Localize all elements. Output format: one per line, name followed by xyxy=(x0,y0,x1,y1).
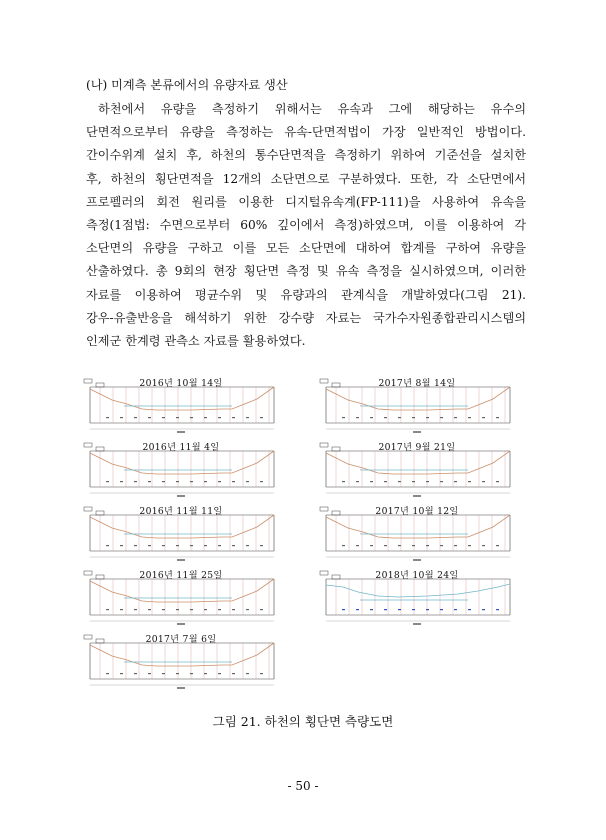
station-mark xyxy=(134,417,137,418)
station-mark xyxy=(232,481,235,482)
station-mark xyxy=(260,609,263,610)
station-mark xyxy=(496,417,499,418)
body-paragraph xyxy=(86,98,526,353)
station-mark xyxy=(468,545,471,546)
station-mark xyxy=(356,481,359,482)
figure-caption: 그림 21. 하천의 횡단면 측량도면 xyxy=(212,714,394,729)
station-mark xyxy=(440,417,443,418)
station-mark xyxy=(176,481,179,482)
station-mark xyxy=(134,609,137,610)
station-mark xyxy=(176,609,179,610)
station-mark xyxy=(440,545,443,546)
cross-section-panel xyxy=(82,565,280,629)
cross-section-panel xyxy=(82,373,280,437)
scale-label-mark xyxy=(413,559,421,561)
station-mark xyxy=(232,673,235,674)
station-mark xyxy=(218,609,221,610)
scale-label-mark xyxy=(177,431,185,433)
cross-section-panel xyxy=(318,565,516,629)
station-mark xyxy=(162,417,165,418)
station-mark xyxy=(204,609,207,610)
station-mark xyxy=(176,545,179,546)
paragraph-line: 자료를 이용하여 평균수위 및 유량과의 관계식을 개발하였다(그림 21). xyxy=(86,287,526,302)
station-mark xyxy=(342,417,345,418)
station-mark xyxy=(260,673,263,674)
survey-date: 2016년 11월 11일 xyxy=(139,506,223,517)
station-mark xyxy=(370,609,373,610)
paragraph-line: 후, 하천의 횡단면적을 12개의 소단면으로 구분하였다. 또한, 각 소단면에서 xyxy=(86,171,526,186)
survey-date: 2017년 8월 14일 xyxy=(378,378,456,389)
station-mark xyxy=(176,417,179,418)
station-mark xyxy=(412,417,415,418)
station-mark xyxy=(134,481,137,482)
paragraph-line: 단면적으로부터 유량을 측정하는 유속-단면적법이 가장 일반적인 방법이다. xyxy=(86,125,526,140)
station-mark xyxy=(162,673,165,674)
station-mark xyxy=(190,545,193,546)
station-mark xyxy=(106,417,109,418)
cross-section-panel xyxy=(318,501,516,565)
station-mark xyxy=(454,545,457,546)
station-mark xyxy=(454,417,457,418)
station-mark xyxy=(412,545,415,546)
station-mark xyxy=(204,481,207,482)
station-mark xyxy=(260,481,263,482)
station-mark xyxy=(190,609,193,610)
station-mark xyxy=(426,609,429,610)
station-mark xyxy=(246,545,249,546)
station-mark xyxy=(440,481,443,482)
station-mark xyxy=(106,609,109,610)
survey-date: 2016년 11월 25일 xyxy=(139,570,223,581)
riverbed-profile xyxy=(90,643,274,666)
station-mark xyxy=(190,673,193,674)
station-mark xyxy=(482,609,485,610)
station-mark xyxy=(120,673,123,674)
station-mark xyxy=(440,609,443,610)
station-mark xyxy=(218,417,221,418)
survey-date: 2016년 11월 4일 xyxy=(142,442,220,453)
cross-section-panel xyxy=(82,501,280,565)
station-mark xyxy=(384,481,387,482)
station-mark xyxy=(454,481,457,482)
section-heading: (나) 미계측 본류에서의 유량자료 생산 xyxy=(86,78,288,92)
station-mark xyxy=(232,545,235,546)
station-mark xyxy=(370,417,373,418)
cross-section-figure xyxy=(82,373,528,695)
station-mark xyxy=(190,481,193,482)
survey-date: 2017년 10월 12일 xyxy=(375,506,459,517)
station-mark xyxy=(426,545,429,546)
station-mark xyxy=(246,481,249,482)
paragraph-line: 하천에서 유량을 측정하기 위해서는 유속과 그에 해당하는 유수의 xyxy=(98,102,526,116)
paragraph-line: 산출하였다. 총 9회의 현장 횡단면 측정 및 유속 측정을 실시하였으며, 이러한 xyxy=(86,264,526,279)
survey-date: 2016년 10월 14일 xyxy=(139,378,223,389)
survey-date: 2017년 9월 21일 xyxy=(378,442,456,453)
station-mark xyxy=(468,609,471,610)
station-mark xyxy=(454,609,457,610)
station-mark xyxy=(342,545,345,546)
station-mark xyxy=(482,417,485,418)
riverbed-profile xyxy=(326,387,510,410)
station-mark xyxy=(412,609,415,610)
station-mark xyxy=(398,481,401,482)
station-mark xyxy=(246,673,249,674)
riverbed-profile xyxy=(326,515,510,538)
station-mark xyxy=(120,417,123,418)
station-mark xyxy=(384,545,387,546)
station-mark xyxy=(218,545,221,546)
station-mark xyxy=(482,545,485,546)
station-mark xyxy=(120,481,123,482)
station-mark xyxy=(120,609,123,610)
station-mark xyxy=(106,545,109,546)
station-mark xyxy=(190,417,193,418)
paragraph-line: 측정(1점법: 수면으로부터 60% 깊이에서 측정)하였으며, 이를 이용하여 각 xyxy=(86,218,526,233)
station-mark xyxy=(398,609,401,610)
station-mark xyxy=(468,417,471,418)
scale-label-mark xyxy=(177,623,185,625)
station-mark xyxy=(106,673,109,674)
station-mark xyxy=(356,609,359,610)
station-mark xyxy=(120,545,123,546)
paragraph-line: 인제군 한계령 관측소 자료를 활용하였다. xyxy=(86,334,306,349)
survey-date: 2018년 10월 24일 xyxy=(375,570,459,581)
scale-label-mark xyxy=(413,431,421,433)
station-mark xyxy=(148,673,151,674)
station-mark xyxy=(218,673,221,674)
station-mark xyxy=(218,481,221,482)
station-mark xyxy=(342,481,345,482)
station-mark xyxy=(148,417,151,418)
page-number: - 50 - xyxy=(287,779,319,793)
riverbed-profile xyxy=(90,387,274,410)
station-mark xyxy=(148,481,151,482)
station-mark xyxy=(370,481,373,482)
station-mark xyxy=(398,545,401,546)
station-mark xyxy=(342,609,345,610)
station-mark xyxy=(148,545,151,546)
riverbed-profile xyxy=(90,515,274,538)
riverbed-profile xyxy=(326,584,510,597)
station-mark xyxy=(370,545,373,546)
station-mark xyxy=(148,609,151,610)
station-mark xyxy=(496,545,499,546)
paragraph-line: 소단면의 유량을 구하고 이를 모든 소단면에 대하여 합계를 구하여 유량을 xyxy=(86,241,526,256)
station-mark xyxy=(356,545,359,546)
cross-section-panel xyxy=(318,373,516,437)
scale-label-mark xyxy=(177,559,185,561)
scale-label-mark xyxy=(413,495,421,497)
paragraph-line: 강우-유출반응을 해석하기 위한 강수량 자료는 국가수자원종합관리시스템의 xyxy=(86,310,526,325)
station-mark xyxy=(162,545,165,546)
station-mark xyxy=(162,609,165,610)
station-mark xyxy=(384,609,387,610)
station-mark xyxy=(106,481,109,482)
station-mark xyxy=(176,673,179,674)
station-mark xyxy=(246,609,249,610)
station-mark xyxy=(232,609,235,610)
station-mark xyxy=(232,417,235,418)
paragraph-line: 간이수위계 설치 후, 하천의 통수단면적을 측정하기 위하여 기준선을 설치한 xyxy=(86,148,526,163)
station-mark xyxy=(204,673,207,674)
station-mark xyxy=(398,417,401,418)
scale-label-mark xyxy=(177,687,185,689)
paragraph-line: 프로펠러의 회전 원리를 이용한 디지털유속계(FP-111)을 사용하여 유속을 xyxy=(86,194,526,209)
station-mark xyxy=(204,545,207,546)
station-mark xyxy=(134,545,137,546)
station-mark xyxy=(384,417,387,418)
station-mark xyxy=(412,481,415,482)
scale-label-mark xyxy=(177,495,185,497)
station-mark xyxy=(162,481,165,482)
station-mark xyxy=(426,481,429,482)
cross-section-panel xyxy=(82,437,280,501)
cross-section-panel xyxy=(318,437,516,501)
cross-section-panel xyxy=(82,629,280,693)
riverbed-profile xyxy=(90,579,274,602)
station-mark xyxy=(260,417,263,418)
station-mark xyxy=(468,481,471,482)
station-mark xyxy=(356,417,359,418)
station-mark xyxy=(496,609,499,610)
station-mark xyxy=(426,417,429,418)
station-mark xyxy=(134,673,137,674)
station-mark xyxy=(246,417,249,418)
riverbed-profile xyxy=(326,451,510,474)
station-mark xyxy=(496,481,499,482)
station-mark xyxy=(482,481,485,482)
station-mark xyxy=(260,545,263,546)
station-mark xyxy=(204,417,207,418)
survey-date: 2017년 7월 6일 xyxy=(145,634,217,645)
scale-label-mark xyxy=(413,623,421,625)
riverbed-profile xyxy=(90,451,274,474)
